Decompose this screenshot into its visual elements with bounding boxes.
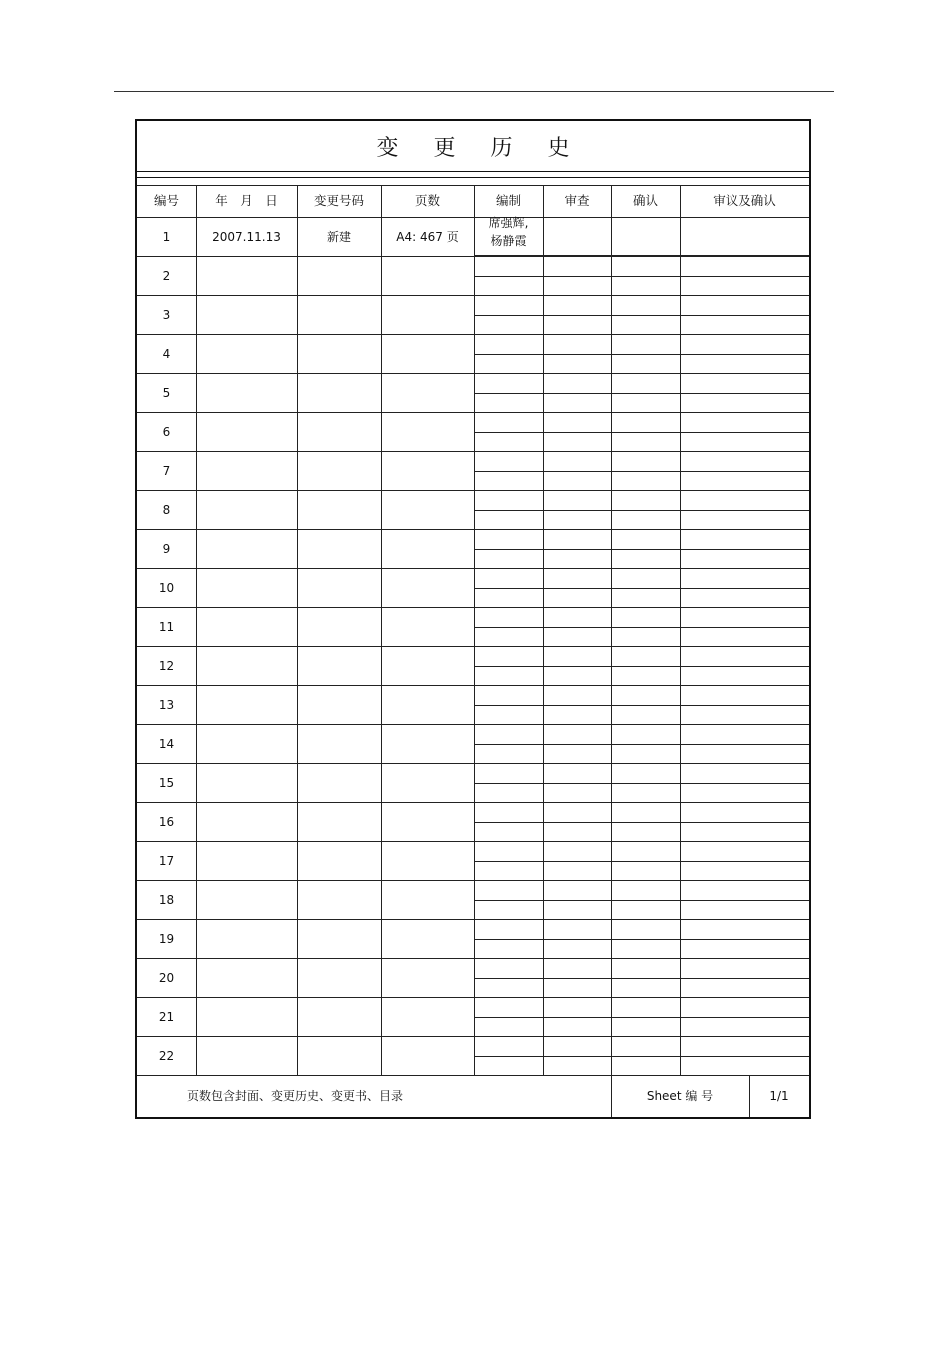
table-row-divider (137, 256, 809, 257)
table-row-divider (137, 490, 809, 491)
table-row-divider (137, 997, 809, 998)
page-top-rule (114, 91, 834, 92)
table-cell-no: 18 (158, 892, 175, 907)
table-row-subdivider (474, 510, 809, 511)
table-row-subdivider (474, 315, 809, 316)
column-divider (680, 185, 681, 1075)
table-row-divider (137, 295, 809, 296)
table-row-divider (137, 685, 809, 686)
table-row-divider (137, 880, 809, 881)
table-cell-change-no: 新建 (326, 229, 351, 244)
table-row-subdivider (474, 900, 809, 901)
table-row-divider (137, 1036, 809, 1037)
table-row-subdivider (474, 978, 809, 979)
table-row-subdivider (474, 588, 809, 589)
table-row-divider (137, 919, 809, 920)
column-header-author: 编制 (495, 193, 521, 208)
table-cell-no: 9 (162, 541, 171, 556)
table-cell-no: 15 (158, 775, 175, 790)
column-divider (196, 185, 197, 1075)
table-row-divider (137, 802, 809, 803)
table-row-subdivider (474, 276, 809, 277)
table-row-subdivider (474, 861, 809, 862)
table-cell-pages: A4: 467 页 (396, 229, 459, 244)
table-cell-no: 20 (158, 970, 175, 985)
footer-sheet-label: Sheet 编 号 (646, 1089, 714, 1103)
table-cell-author: 席强辉, 杨静霞 (488, 216, 529, 248)
table-row-divider (137, 568, 809, 569)
table-row-divider (137, 958, 809, 959)
table-cell-no: 10 (158, 580, 175, 595)
change-history-table-frame (135, 119, 811, 1119)
column-header-pages: 页数 (414, 193, 440, 208)
column-header-date: 年 月 日 (215, 193, 278, 208)
table-row-divider (137, 724, 809, 725)
table-cell-no: 12 (158, 658, 175, 673)
table-row-subdivider (474, 939, 809, 940)
table-cell-no: 16 (158, 814, 175, 829)
table-row-divider (137, 334, 809, 335)
table-cell-no: 3 (162, 307, 171, 322)
footer-sheet-value: 1/1 (769, 1089, 789, 1103)
table-cell-no: 8 (162, 502, 171, 517)
column-divider (297, 185, 298, 1075)
table-cell-no: 17 (158, 853, 175, 868)
table-row-subdivider (474, 744, 809, 745)
table-cell-no: 19 (158, 931, 175, 946)
table-cell-no: 4 (162, 346, 171, 361)
table-row-subdivider (474, 666, 809, 667)
column-header-approve: 审议及确认 (713, 193, 776, 208)
column-divider (381, 185, 382, 1075)
table-row-divider (137, 607, 809, 608)
column-divider (543, 185, 544, 1075)
footer-note: 页数包含封面、变更历史、变更书、目录 (187, 1089, 404, 1103)
table-cell-no: 5 (162, 385, 171, 400)
table-row-divider (137, 451, 809, 452)
table-row-divider (137, 373, 809, 374)
column-header-change-no: 变更号码 (313, 193, 364, 208)
table-cell-no: 13 (158, 697, 175, 712)
table-row-divider (137, 529, 809, 530)
table-cell-no: 6 (162, 424, 171, 439)
page-title: 变 更 历 史 (376, 136, 584, 161)
table-row-divider (137, 646, 809, 647)
table-cell-no: 14 (158, 736, 175, 751)
table-cell-no: 1 (162, 229, 171, 244)
column-header-review: 审查 (564, 193, 590, 208)
title-separator (137, 171, 809, 172)
column-header-confirm: 确认 (632, 193, 658, 208)
table-cell-no: 22 (158, 1048, 175, 1063)
table-row-divider (137, 841, 809, 842)
table-cell-date: 2007.11.13 (212, 229, 281, 244)
table-row-subdivider (474, 1056, 809, 1057)
table-row-subdivider (474, 705, 809, 706)
table-cell-no: 11 (158, 619, 175, 634)
table-row-subdivider (474, 822, 809, 823)
table-row-subdivider (474, 549, 809, 550)
table-row-subdivider (474, 354, 809, 355)
table-row-subdivider (474, 255, 809, 256)
table-row-divider (137, 763, 809, 764)
table-row-subdivider (474, 1017, 809, 1018)
column-divider (474, 185, 475, 1075)
column-divider (611, 185, 612, 1075)
table-row-subdivider (474, 471, 809, 472)
table-cell-no: 21 (158, 1009, 175, 1024)
table-row-subdivider (474, 393, 809, 394)
table-row-subdivider (474, 783, 809, 784)
table-row-divider (137, 412, 809, 413)
table-row-subdivider (474, 432, 809, 433)
table-cell-no: 2 (162, 268, 171, 283)
table-row-subdivider (474, 627, 809, 628)
title-separator-2 (137, 177, 809, 178)
column-header-no: 编号 (153, 193, 179, 208)
table-cell-no: 7 (162, 463, 171, 478)
